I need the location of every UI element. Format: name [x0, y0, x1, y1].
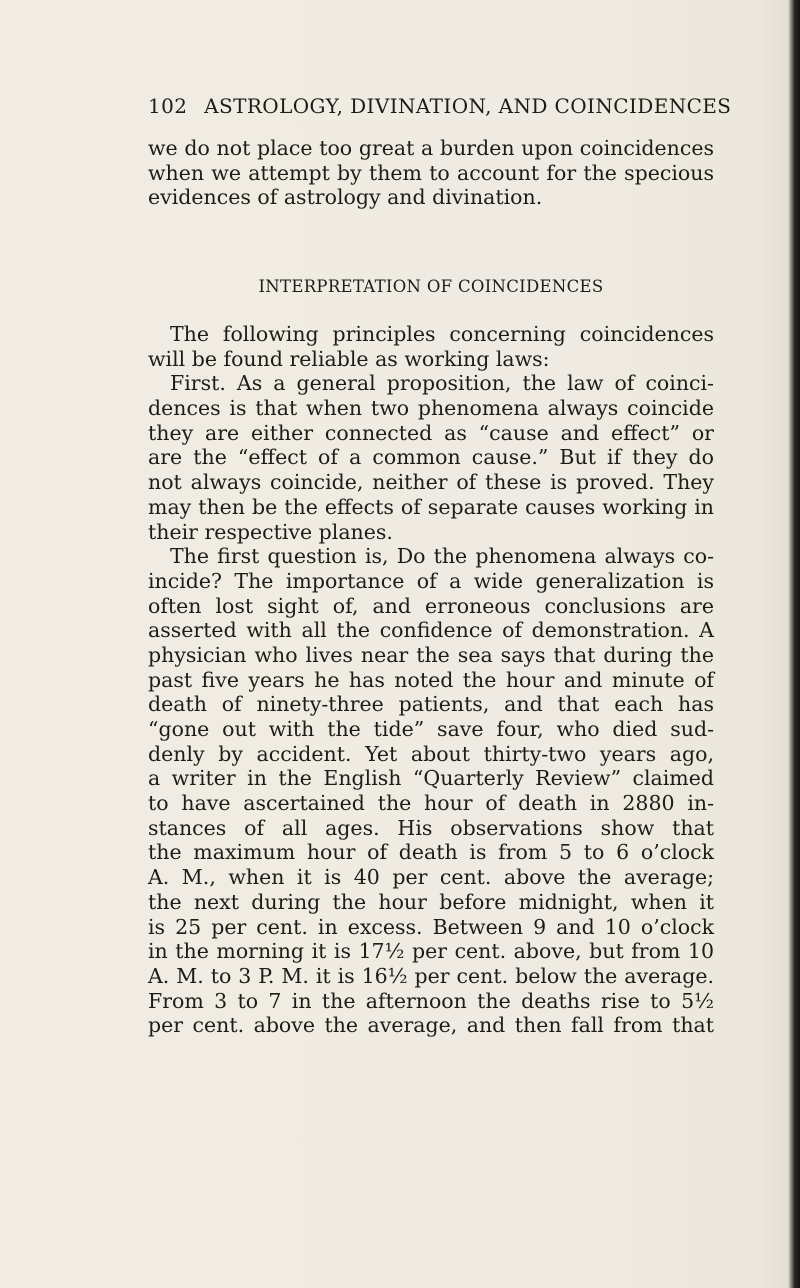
body-text: [148, 322, 714, 1038]
text-line: when we attempt by them to account for the specious: [148, 160, 714, 185]
page-edge-shadow: [788, 0, 800, 1288]
text-line: the maximum hour of death is from 5 to 6 o’clock: [148, 840, 714, 865]
text-line: A. M., when it is 40 per cent. above the average;: [148, 865, 714, 890]
text-line: dences is that when two phenomena always coincide: [148, 396, 714, 421]
text-line: we do not place too great a burden upon coincidences: [148, 136, 714, 160]
text-line: is 25 per cent. in excess. Between 9 and 10 o’clock: [148, 914, 714, 939]
text-line: a writer in the English “Quarterly Review” claimed: [148, 766, 714, 791]
text-line: past five years he has noted the hour and minute of: [148, 667, 714, 692]
text-line: evidences of astrology and divination.: [148, 185, 543, 210]
text-line: The first question is, Do the phenomena always co-: [170, 544, 714, 569]
text-line: may then be the effects of separate causes working in: [148, 494, 714, 519]
text-line: asserted with all the confidence of demonstration. A: [148, 618, 714, 643]
text-line: physician who lives near the sea says that during the: [148, 642, 714, 667]
section-heading: INTERPRETATION OF COINCIDENCES: [258, 277, 604, 296]
text-line: the next during the hour before midnight, when it: [148, 889, 714, 914]
text-line: per cent. above the average, and then fall from that: [148, 1013, 714, 1038]
text-line: From 3 to 7 in the afternoon the deaths rise to 5½: [148, 988, 714, 1013]
text-line: denly by accident. Yet about thirty-two years ago,: [148, 741, 714, 766]
page-number: 102: [148, 94, 188, 118]
running-head: [148, 92, 732, 120]
text-line: are the “effect of a common cause.” But if they do: [148, 445, 714, 470]
text-line: will be found reliable as working laws:: [148, 346, 550, 371]
text-line: A. M. to 3 P. M. it is 16½ per cent. below the average.: [148, 963, 714, 988]
text-line: their respective planes.: [148, 519, 393, 544]
text-line: stances of all ages. His observations show that: [148, 815, 714, 840]
intro-paragraph: [148, 136, 714, 210]
text-line: “gone out with the tide” save four, who died sud-: [148, 717, 714, 741]
running-title: ASTROLOGY, DIVINATION, AND COINCIDENCES: [204, 94, 732, 118]
text-line: often lost sight of, and erroneous conclusions are: [148, 593, 714, 618]
text-line: The following principles concerning coincidences: [170, 322, 714, 346]
text-line: incide? The importance of a wide generalization is: [148, 568, 714, 593]
text-line: to have ascertained the hour of death in 2880 in-: [148, 791, 714, 816]
text-line: not always coincide, neither of these is proved. They: [148, 470, 714, 495]
text-line: death of ninety-three patients, and that each has: [148, 692, 714, 717]
text-line: they are either connected as “cause and effect” or: [148, 420, 714, 445]
text-line: in the morning it is 17½ per cent. above, but from 10: [148, 939, 714, 964]
text-line: First. As a general proposition, the law of coinci-: [170, 371, 714, 396]
